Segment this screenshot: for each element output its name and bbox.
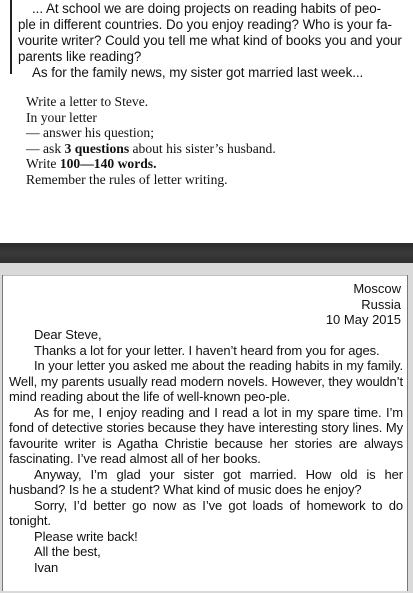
excerpt-line: parents like reading?: [18, 49, 142, 64]
letter-paragraph: Sorry, I’d better go now as I’ve got loads of homework to do tonight.: [9, 497, 403, 528]
instruction-line: [26, 156, 406, 172]
instruction-text: — ask: [26, 140, 65, 156]
instruction-line: In your letter: [26, 109, 97, 125]
letter-body: [9, 327, 403, 575]
letter-sign-off: All the best,: [34, 544, 101, 559]
letter-closing-request: Please write back!: [34, 528, 138, 544]
instruction-emphasis: 3 questions: [64, 140, 130, 156]
address-country: Russia: [361, 296, 401, 312]
excerpt-line: ... At school we are doing projects on reading habits of peo-: [32, 1, 382, 16]
excerpt-line: vourite writer? Could you tell me what kind of books you and your: [18, 33, 402, 48]
task-instructions: [26, 94, 406, 188]
letter-excerpt: [18, 1, 408, 81]
excerpt-line: ple in different countries. Do you enjoy reading? Who is your fa-: [18, 17, 392, 32]
instruction-line: [26, 141, 406, 157]
letter-paragraph: Thanks a lot for your letter. I haven’t heard from you for ages.: [34, 342, 380, 358]
instruction-line: — answer his question;: [26, 125, 154, 141]
instruction-text: about his sister’s husband.: [129, 140, 276, 156]
sample-letter: [2, 275, 408, 591]
instruction-emphasis: 100—140 words.: [59, 156, 157, 172]
letter-paragraph: In your letter you asked me about the reading habits in my family. Well, my parents usually read modern novels. However, they wouldn’t mind reading about the life of well-known peo-ple.: [9, 358, 403, 404]
letter-signature: Ivan: [34, 559, 59, 575]
letter-paragraph: As for me, I enjoy reading and I read a lot in my spare time. I’m fond of detective stories because they have interesting story lines. My favourite writer is Agatha Christie because her stories are always fascinating. I’ve read almost all of her books.: [9, 404, 403, 466]
address-city: Moscow: [353, 281, 401, 296]
section-divider: [0, 243, 413, 263]
letter-date: 10 May 2015: [325, 312, 401, 327]
instruction-text: Write: [26, 156, 60, 172]
letter-paragraph: Anyway, I’m glad your sister got married. How old is her husband? Is he a student? What kind of music does he enjoy?: [9, 466, 403, 497]
letter-greeting: Dear Steve,: [34, 327, 102, 342]
instruction-line: Remember the rules of letter writing.: [26, 171, 228, 187]
excerpt-line: As for the family news, my sister got married last week...: [32, 65, 364, 80]
exam-task: [0, 0, 413, 243]
excerpt-margin-bar: [10, 0, 12, 74]
answer-area: [0, 263, 413, 593]
instruction-line: Write a letter to Steve.: [26, 94, 149, 109]
letter-address: [326, 281, 401, 328]
